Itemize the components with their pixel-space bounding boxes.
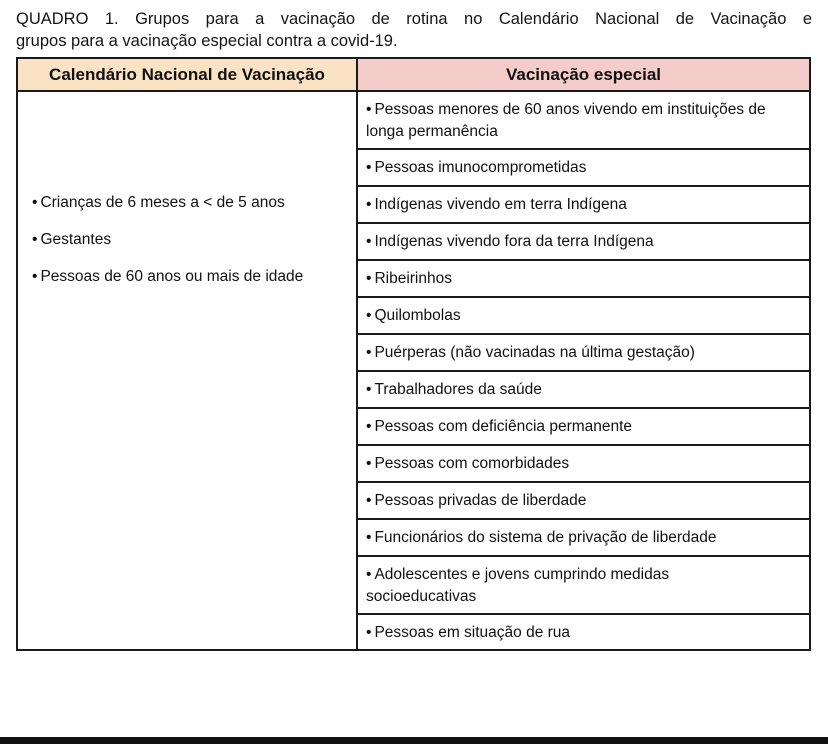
special-group-row [358, 298, 809, 335]
special-group-row [358, 520, 809, 557]
calendar-group-item [32, 266, 346, 288]
special-group-label: Pessoas menores de 60 anos vivendo em instituições de longa permanência [366, 101, 766, 140]
special-group-row [358, 446, 809, 483]
special-group-label: Quilombolas [374, 307, 461, 324]
special-group-label: Trabalhadores da saúde [374, 381, 542, 398]
calendar-group-item [32, 192, 346, 214]
special-group-row [358, 615, 809, 649]
special-group-label: Indígenas vivendo fora da terra Indígena [374, 233, 654, 250]
bullet-icon: • [366, 233, 372, 250]
table-body [18, 92, 809, 649]
special-vaccination-column [358, 92, 809, 649]
special-group-label: Ribeirinhos [374, 270, 452, 287]
bullet-icon: • [366, 159, 372, 176]
bullet-icon: • [366, 529, 372, 546]
special-group-label: Pessoas em situação de rua [374, 624, 571, 641]
special-group-label: Puérperas (não vacinadas na última gestação) [374, 344, 695, 361]
page-bottom-rule [0, 737, 828, 744]
bullet-icon: • [366, 196, 372, 213]
calendar-group-label: Pessoas de 60 anos ou mais de idade [40, 268, 304, 285]
special-group-row [358, 224, 809, 261]
bullet-icon: • [32, 268, 38, 285]
calendar-group-label: Gestantes [40, 231, 112, 248]
bullet-icon: • [366, 455, 372, 472]
header-special-vaccination-label: Vacinação especial [506, 64, 661, 84]
vaccination-groups-table [16, 57, 811, 651]
special-group-label: Pessoas privadas de liberdade [374, 492, 587, 509]
bullet-icon: • [366, 381, 372, 398]
bullet-icon: • [366, 344, 372, 361]
special-group-row [358, 409, 809, 446]
special-group-row [358, 92, 809, 150]
special-group-row [358, 187, 809, 224]
bullet-icon: • [366, 624, 372, 641]
header-special-vaccination [358, 59, 809, 90]
bullet-icon: • [366, 307, 372, 324]
bullet-icon: • [366, 566, 372, 583]
calendar-group-label: Crianças de 6 meses a < de 5 anos [40, 194, 285, 211]
table-caption [16, 8, 812, 52]
special-group-label: Funcionários do sistema de privação de liberdade [374, 529, 717, 546]
special-group-row [358, 335, 809, 372]
special-group-label: Pessoas com comorbidades [374, 455, 570, 472]
special-group-label: Pessoas imunocomprometidas [374, 159, 587, 176]
header-national-calendar-label: Calendário Nacional de Vacinação [49, 64, 325, 84]
bullet-icon: • [366, 270, 372, 287]
bullet-icon: • [32, 194, 38, 211]
special-group-row [358, 557, 809, 615]
table-header-row [18, 59, 809, 92]
caption-line-1: QUADRO 1. Grupos para a vacinação de rotina no Calendário Nacional de Vacinação e [16, 10, 812, 28]
bullet-icon: • [366, 492, 372, 509]
bullet-icon: • [366, 418, 372, 435]
special-group-row [358, 483, 809, 520]
caption-line-2: grupos para a vacinação especial contra a covid-19. [16, 32, 398, 50]
bullet-icon: • [32, 231, 38, 248]
special-group-row [358, 372, 809, 409]
national-calendar-cell [18, 92, 358, 649]
bullet-icon: • [366, 101, 372, 118]
special-group-label: Adolescentes e jovens cumprindo medidas socioeducativas [366, 566, 670, 605]
special-group-label: Pessoas com deficiência permanente [374, 418, 633, 435]
special-group-label: Indígenas vivendo em terra Indígena [374, 196, 627, 213]
special-group-row [358, 261, 809, 298]
calendar-group-item [32, 229, 346, 251]
special-group-row [358, 150, 809, 187]
header-national-calendar [18, 59, 358, 90]
